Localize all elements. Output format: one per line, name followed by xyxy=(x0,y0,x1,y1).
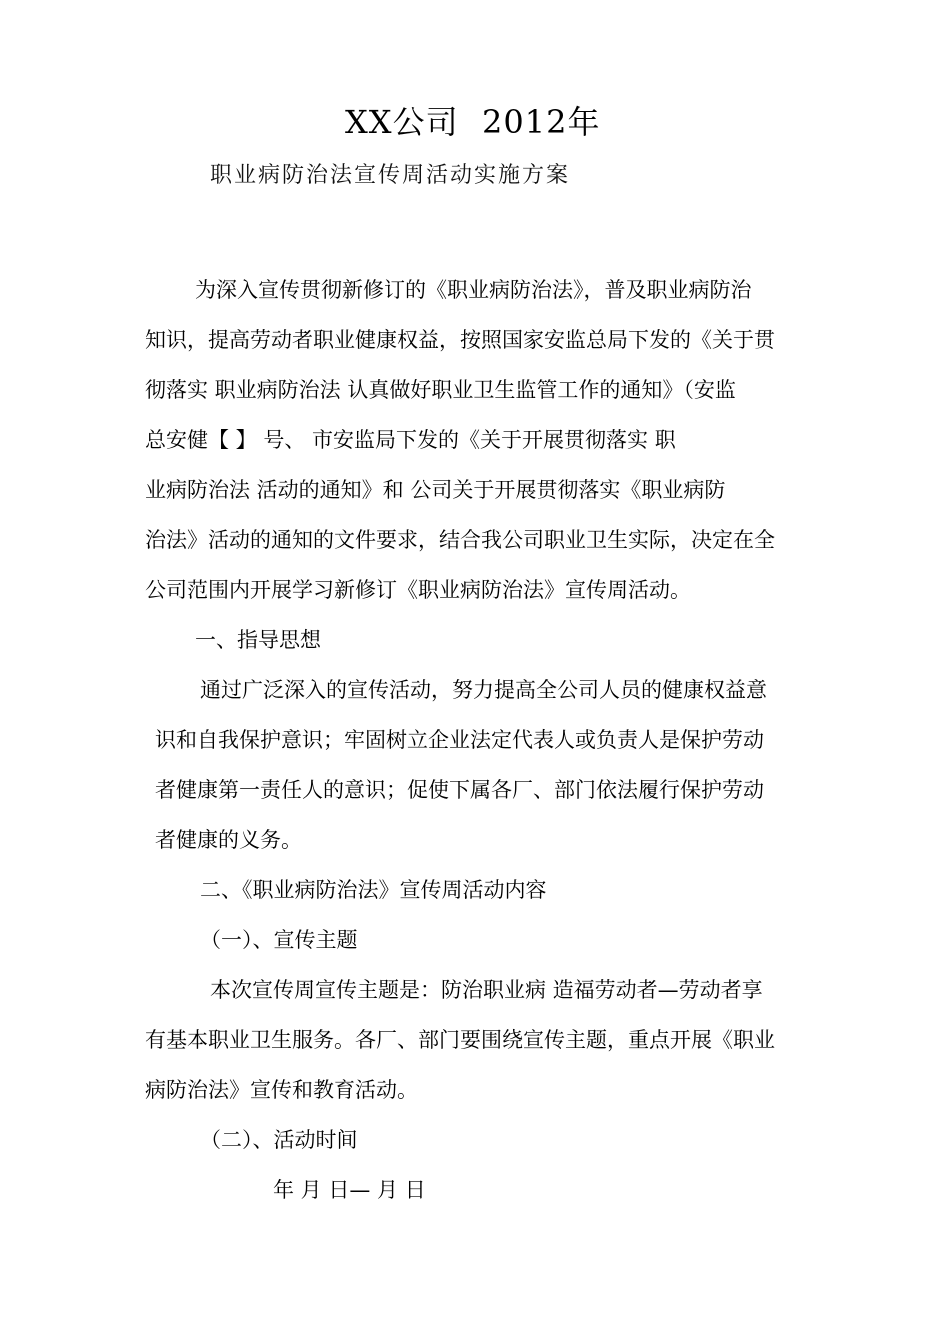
section-heading-1: 一、指导思想 xyxy=(195,628,321,652)
section1-line-2: 识和自我保护意识；牢固树立企业法定代表人或负责人是保护劳动 xyxy=(155,728,764,752)
intro-line-3: 彻落实 职业病防治法 认真做好职业卫生监管工作的通知》（安监 xyxy=(145,378,736,402)
intro-line-5: 业病防治法 活动的通知》和 公司关于开展贯彻落实《职业病防 xyxy=(145,478,726,502)
sub1-line-3: 病防治法》宣传和教育活动。 xyxy=(145,1078,418,1102)
activity-date-range: 年 月 日— 月 日 xyxy=(273,1178,426,1202)
section1-line-1: 通过广泛深入的宣传活动，努力提高全公司人员的健康权益意 xyxy=(200,678,767,702)
subsection-heading-2: （二）、活动时间 xyxy=(200,1128,358,1152)
title-year: 2012年 xyxy=(482,103,601,141)
sub1-line-2: 有基本职业卫生服务。各厂、部门要围绕宣传主题，重点开展《职业 xyxy=(145,1028,775,1052)
intro-line-7: 公司范围内开展学习新修订《职业病防治法》宣传周活动。 xyxy=(145,578,691,602)
intro-line-2: 知识，提高劳动者职业健康权益，按照国家安监总局下发的《关于贯 xyxy=(145,328,775,352)
section1-line-4: 者健康的义务。 xyxy=(155,828,302,852)
document-subtitle: 职业病防治法宣传周活动实施方案 xyxy=(210,163,571,188)
sub1-line-1: 本次宣传周宣传主题是：防治职业病 造福劳动者—劳动者享 xyxy=(210,978,763,1002)
section1-line-3: 者健康第一责任人的意识；促使下属各厂、部门依法履行保护劳动 xyxy=(155,778,764,802)
subsection-heading-1: （一）、宣传主题 xyxy=(200,928,358,952)
intro-line-6: 治法》活动的通知的文件要求，结合我公司职业卫生实际，决定在全 xyxy=(145,528,775,552)
intro-line-1: 为深入宣传贯彻新修订的《职业病防治法》，普及职业病防治 xyxy=(195,278,752,302)
intro-line-4: 总安健【 】 号、 市安监局下发的《关于开展贯彻落实 职 xyxy=(145,428,676,452)
section-heading-2: 二、《职业病防治法》宣传周活动内容 xyxy=(200,878,547,902)
document-title xyxy=(0,102,950,146)
title-org: XX公司 xyxy=(345,103,459,141)
